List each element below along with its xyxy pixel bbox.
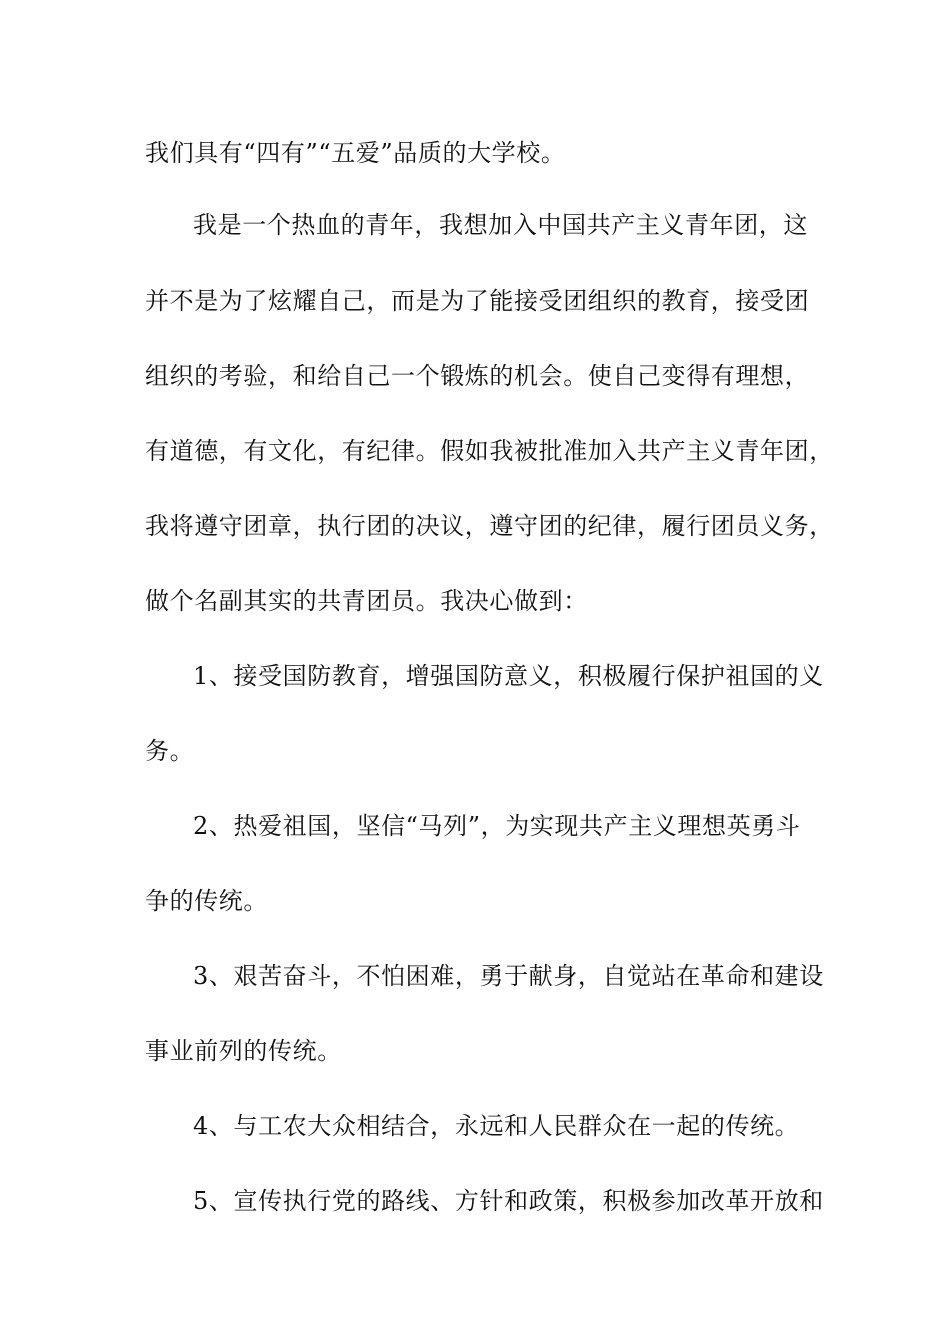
list-item-1-line: 1、接受国防教育，增强国防意义，积极履行保护祖国的义 — [193, 662, 824, 690]
text-line: 组织的考验，和给自己一个锻炼的机会。使自己变得有理想， — [145, 362, 810, 390]
text-line: 我将遵守团章，执行团的决议，遵守团的纪律，履行团员义务， — [145, 512, 834, 540]
list-item-4-line: 4、与工农大众相结合，永远和人民群众在一起的传统。 — [193, 1112, 800, 1140]
text-line: 并不是为了炫耀自己，而是为了能接受团组织的教育，接受团 — [145, 287, 810, 315]
list-item-1-continuation: 务。 — [145, 737, 195, 765]
list-item-2-line: 2、热爱祖国，坚信“马列”，为实现共产主义理想英勇斗 — [193, 812, 801, 840]
text-line: 我们具有“四有”“五爱”品质的大学校。 — [145, 139, 566, 167]
list-item-3-line: 3、艰苦奋斗，不怕困难，勇于献身，自觉站在革命和建设 — [193, 962, 824, 990]
text-line: 做个名副其实的共青团员。我决心做到： — [145, 587, 588, 615]
list-item-2-continuation: 争的传统。 — [145, 887, 268, 915]
list-item-3-continuation: 事业前列的传统。 — [145, 1037, 342, 1065]
list-item-5-line: 5、宣传执行党的路线、方针和政策，积极参加改革开放和 — [193, 1187, 824, 1215]
text-line: 有道德，有文化，有纪律。假如我被批准加入共产主义青年团， — [145, 437, 834, 465]
paragraph-first-line: 我是一个热血的青年，我想加入中国共产主义青年团，这 — [193, 211, 808, 239]
